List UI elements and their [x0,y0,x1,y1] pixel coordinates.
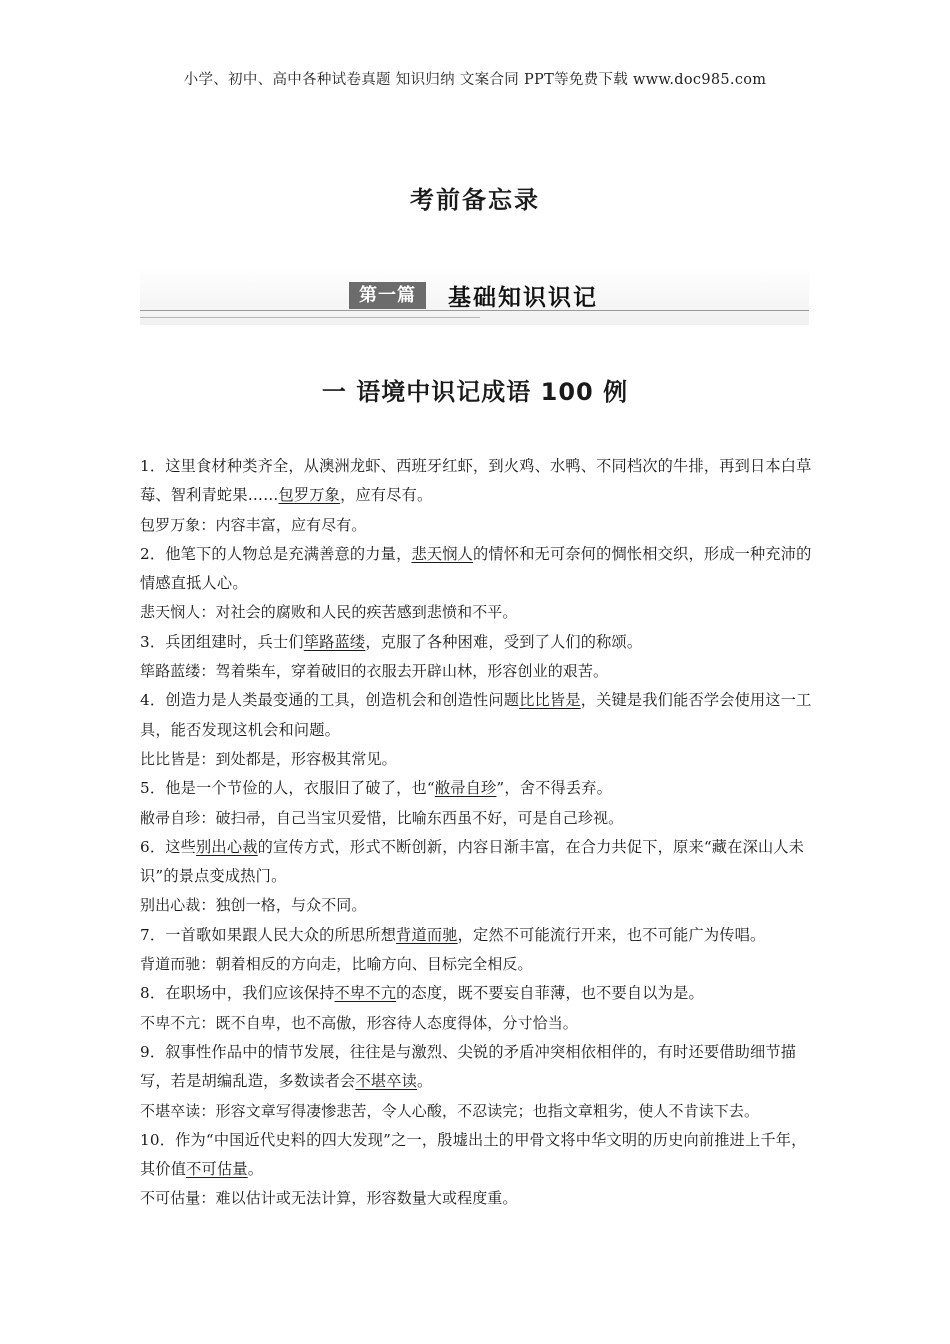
idiom-item [140,774,812,833]
item-number: 4． [140,691,166,710]
idiom-definition: 别出心裁：独创一格，与众不同。 [140,896,367,915]
sentence-before: 一首歌如果跟人民大众的所思所想 [165,925,397,944]
idiom-item [140,833,812,921]
item-number: 7． [140,925,166,944]
idiom-item [140,686,812,774]
idiom-underlined: 筚路蓝缕 [303,632,366,651]
idiom-definition: 筚路蓝缕：驾着柴车，穿着破旧的衣服去开辟山林，形容创业的艰苦。 [140,662,609,681]
sentence-before: 兵团组建时，兵士们 [165,632,304,651]
part-title: 基础知识识记 [448,285,598,311]
idiom-underlined: 包罗万象 [278,486,341,505]
idiom-item [140,1126,812,1214]
idiom-definition: 不堪卒读：形容文章写得凄惨悲苦，令人心酸，不忍读完；也指文章粗劣，使人不肯读下去。 [140,1101,760,1120]
sentence-before: 在职场中，我们应该保持 [165,984,335,1003]
sentence-after: 。 [417,1072,433,1091]
idiom-underlined: 不卑不亢 [334,984,397,1003]
item-number: 3． [140,632,166,651]
example-sentence [140,921,812,950]
idiom-underlined: 比比皆是 [519,691,581,710]
item-number: 6． [140,837,166,856]
page-title: 考前备忘录 [410,186,540,214]
item-number: 8． [140,984,166,1003]
item-number: 1． [140,457,166,475]
example-sentence [140,628,812,657]
example-sentence [140,1126,812,1185]
sentence-before: 叙事性作品中的情节发展，往往是与激烈、尖锐的矛盾冲突相依相伴的，有时还要借助细节描写，若是胡编乱造，多数读者会 [140,1042,797,1091]
sentence-after: ，克服了各种困难，受到了人们的称颂。 [365,632,643,651]
sentence-after: ”，舍不得丢弃。 [496,779,613,798]
example-sentence [140,833,812,892]
example-sentence [140,1038,812,1097]
item-number: 10． [140,1130,176,1149]
idiom-list [140,452,812,1214]
idiom-underlined: 不堪卒读 [355,1072,417,1091]
idiom-definition: 不卑不亢：既不自卑，也不高傲，形容待人态度得体，分寸恰当。 [140,1013,578,1032]
idiom-item [140,452,812,540]
sentence-before: 他是一个节俭的人，衣服旧了破了，也“ [165,779,435,798]
idiom-underlined: 背道而驰 [396,925,458,944]
sentence-before: 这些 [165,837,197,856]
sentence-after: ，关键是我们能否学会使用这一工具，能否发现这机会和问题。 [140,691,812,739]
item-number: 9． [140,1042,166,1061]
idiom-item [140,921,812,980]
item-number: 2． [140,544,166,563]
idiom-definition: 不可估量：难以估计或无法计算，形容数量大或程度重。 [140,1189,518,1208]
sentence-before: 作为“中国近代史料的四大发现”之一，殷墟出土的甲骨文将中华文明的历史向前推进上千年，其价值 [140,1130,807,1179]
example-sentence [140,774,812,803]
idiom-item [140,540,812,628]
example-sentence [140,452,812,511]
sentence-before: 他笔下的人物总是充满善意的力量， [165,544,412,563]
idiom-definition: 敝帚自珍：破扫帚，自己当宝贝爱惜，比喻东西虽不好，可是自己珍视。 [140,808,624,827]
example-sentence [140,540,812,599]
idiom-definition: 包罗万象：内容丰富，应有尽有。 [140,515,367,534]
example-sentence [140,686,812,745]
idiom-definition: 比比皆是：到处都是，形容极其常见。 [140,749,397,768]
idiom-item [140,628,812,687]
example-sentence [140,979,812,1008]
section-title: 一 语境中识记成语 100 例 [321,378,629,406]
idiom-underlined: 不可估量 [186,1160,248,1179]
page-header: 小学、初中、高中各种试卷真题 知识归纳 文案合同 PPT等免费下载 www.doc985.com [183,72,767,88]
idiom-item [140,979,812,1038]
sentence-before: 这里食材种类齐全，从澳洲龙虾、西班牙红虾，到火鸡、水鸭、不同档次的牛排，再到日本白草莓、智利青蛇果…… [140,457,812,505]
idiom-definition: 悲天悯人：对社会的腐败和人民的疾苦感到悲愤和不平。 [140,603,518,622]
idiom-definition: 背道而驰：朝着相反的方向走，比喻方向、目标完全相反。 [140,955,533,974]
item-number: 5． [140,779,166,798]
idiom-underlined: 别出心裁 [196,837,258,856]
idiom-underlined: 悲天悯人 [411,544,474,563]
sentence-after: ，定然不可能流行开来，也不可能广为传唱。 [457,925,766,944]
sentence-after: 的情怀和无可奈何的惆怅相交织，形成一种充沛的情感直抵人心。 [140,544,812,593]
sentence-after: 的宣传方式，形式不断创新，内容日渐丰富，在合力共促下，原来“藏在深山人未识”的景点变成热门。 [140,837,805,886]
sentence-after: 。 [247,1160,264,1179]
part-banner [140,265,809,325]
idiom-item [140,1038,812,1126]
banner-rule-short [140,317,480,318]
part-tag: 第一篇 [349,282,426,309]
sentence-before: 创造力是人类最变通的工具，创造机会和创造性问题 [165,691,520,710]
idiom-underlined: 敝帚自珍 [434,779,497,798]
sentence-after: 的态度，既不要妄自菲薄，也不要自以为是。 [396,984,704,1003]
sentence-after: ，应有尽有。 [340,486,433,505]
